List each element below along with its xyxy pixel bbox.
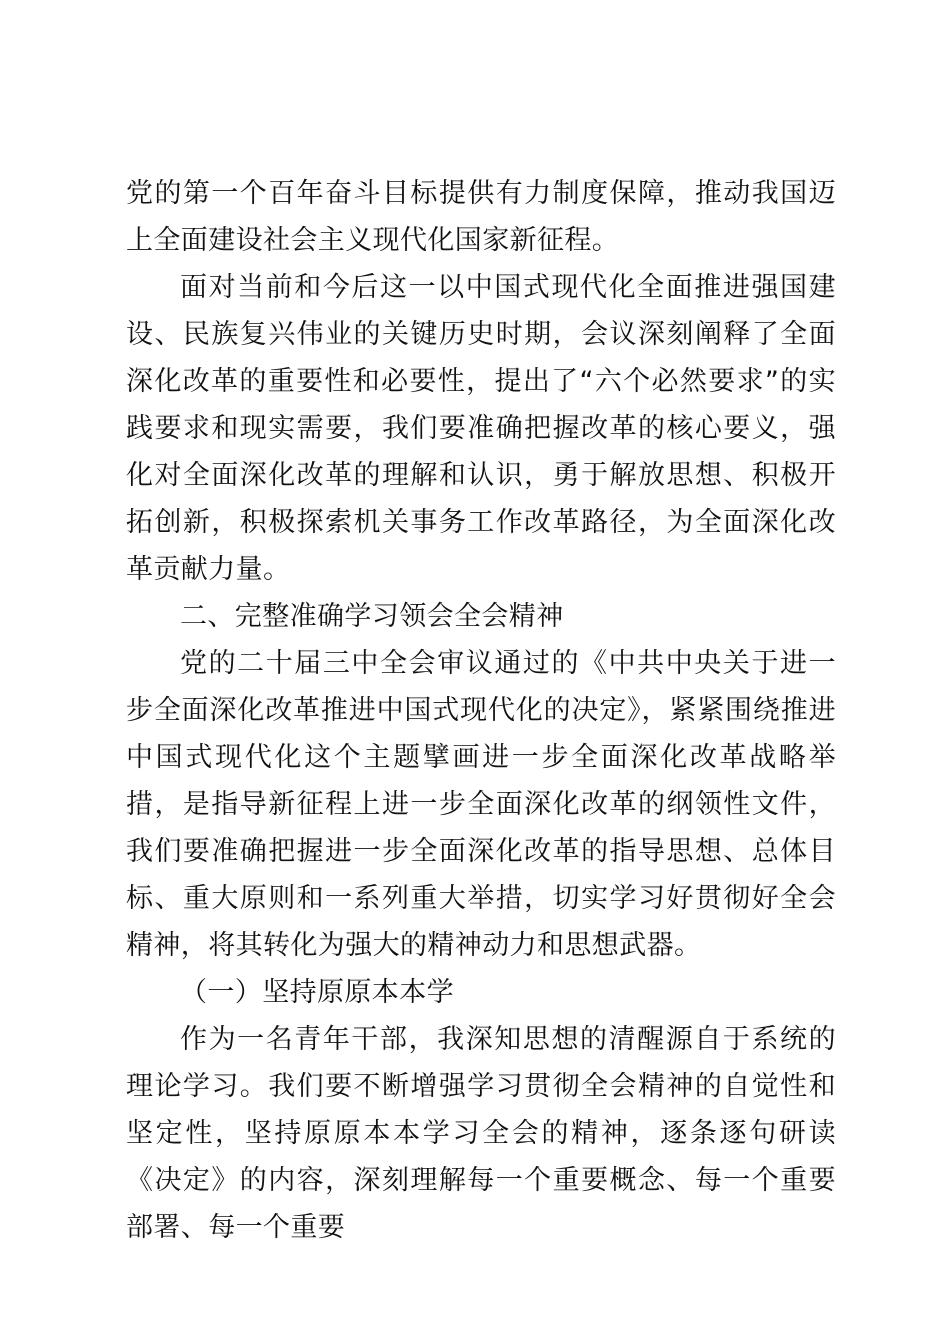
subsection-heading: （一）坚持原原本本学 xyxy=(180,977,454,1008)
document-body xyxy=(126,170,836,1251)
section-heading: 二、完整准确学习领会全会精神 xyxy=(180,601,564,632)
paragraph-body: 面对当前和今后这一以中国式现代化全面推进强国建设、民族复兴伟业的关键历史时期，会议深刻阐释了全面深化改革的重要性和必要性，提出了“六个必然要求”的实践要求和现实需要，我们要准确把握改革的核心要义，强化对全面深化改革的理解和认识，勇于解放思想、积极开拓创新，积极探索机关事务工作改革路径，为全面深化改革贡献力量。 xyxy=(126,272,836,585)
paragraph-body: 党的二十届三中全会审议通过的《中共中央关于进一步全面深化改革推进中国式现代化的决定》，紧紧围绕推进中国式现代化这个主题擘画进一步全面深化改革战略举措，是指导新征程上进一步全面深化改革的纲领性文件，我们要准确把握进一步全面深化改革的指导思想、总体目标、重大原则和一系列重大举措，切实学习好贯彻好全会精神，将其转化为强大的精神动力和思想武器。 xyxy=(126,648,836,961)
paragraph-body: 作为一名青年干部，我深知思想的清醒源自于系统的理论学习。我们要不断增强学习贯彻全会精神的自觉性和坚定性，坚持原原本本学习全会的精神，逐条逐句研读《决定》的内容，深刻理解每一个重要概念、每一个重要部署、每一个重要 xyxy=(126,1024,836,1243)
paragraph-continuation: 党的第一个百年奋斗目标提供有力制度保障，推动我国迈上全面建设社会主义现代化国家新征程。 xyxy=(126,178,836,256)
